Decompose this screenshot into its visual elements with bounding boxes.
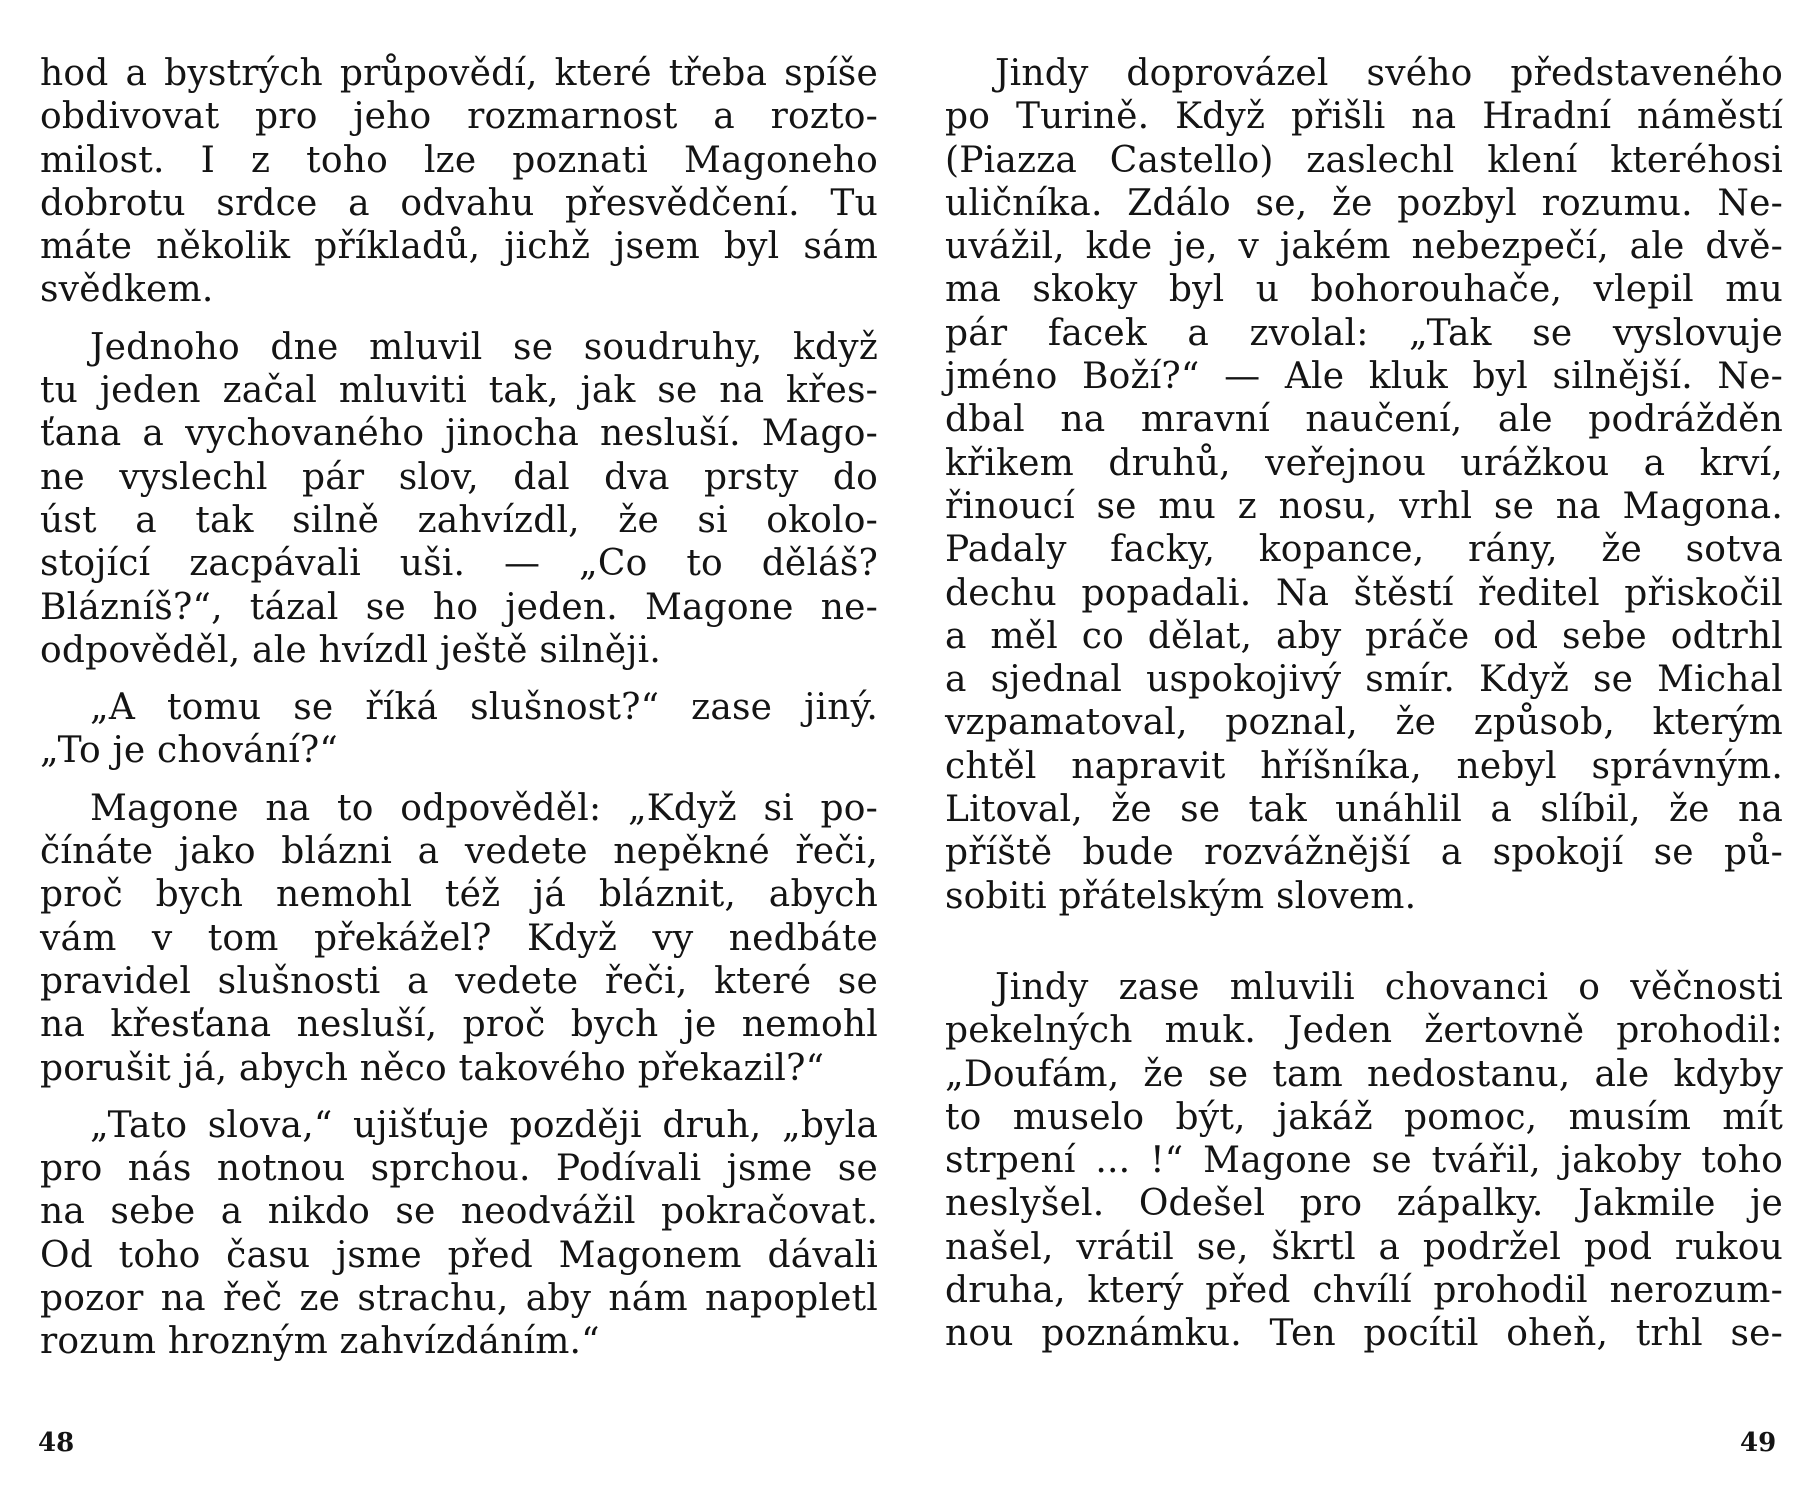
text-line: po Turině. Když přišli na Hradní náměstí <box>945 96 1783 138</box>
text-line: strpení ... !“ Magone se tvářil, jakoby toho <box>945 1140 1783 1182</box>
text-line: řinoucí se mu z nosu, vrhl se na Magona. <box>945 485 1783 527</box>
text-line: a měl co dělat, aby práče od sebe odtrhl <box>945 615 1783 657</box>
right-page <box>945 52 1783 1356</box>
text-line: Od toho času jsme před Magonem dávali <box>40 1234 878 1276</box>
text-line: porušit já, abych něco takového překazil?“ <box>40 1047 825 1089</box>
text-line: Jindy zase mluvili chovanci o věčnosti <box>995 966 1783 1008</box>
text-line: pravidel slušnosti a vedete řeči, které se <box>40 960 878 1002</box>
text-line: křikem druhů, veřejnou urážkou a krví, <box>945 442 1783 484</box>
paragraph <box>40 326 878 672</box>
text-line: a sjednal uspokojivý smír. Když se Michal <box>945 659 1783 701</box>
text-line: máte několik příkladů, jichž jsem byl sám <box>40 226 878 268</box>
text-line: Padaly facky, kopance, rány, že sotva <box>945 529 1783 571</box>
text-line: hod a bystrých průpovědí, které třeba spíše <box>40 53 878 94</box>
text-line: „A tomu se říká slušnost?“ zase jiný. <box>90 687 878 729</box>
text-line: na sebe a nikdo se neodvážil pokračovat. <box>40 1191 878 1233</box>
text-line: proč bych nemohl též já bláznit, abych <box>40 874 878 916</box>
text-line: Litoval, že se tak unáhlil a slíbil, že na <box>945 789 1783 831</box>
text-line: pro nás notnou sprchou. Podívali jsme se <box>40 1148 878 1190</box>
paragraph-gap <box>945 918 1783 966</box>
text-line: příště bude rozvážnější a spokojí se pů- <box>945 832 1783 874</box>
text-line: obdivovat pro jeho rozmarnost a rozto- <box>40 96 878 138</box>
text-line: to muselo být, jakáž pomoc, musím mít <box>945 1096 1783 1138</box>
text-line: druha, který před chvílí prohodil nerozum- <box>945 1270 1783 1312</box>
text-line: sobiti přátelským slovem. <box>945 875 1417 917</box>
text-line: „Tato slova,“ ujišťuje později druh, „byla <box>90 1104 878 1146</box>
text-line: pekelných muk. Jeden žertovně prohodil: <box>945 1010 1783 1052</box>
paragraph-gap <box>40 672 878 686</box>
text-line: pozor na řeč ze strachu, aby nám napopletl <box>40 1278 878 1320</box>
text-line: Jednoho dne mluvil se soudruhy, když <box>90 326 878 368</box>
text-line: Jindy doprovázel svého představeného <box>995 53 1783 94</box>
text-line: čínáte jako blázni a vedete nepěkné řeči, <box>40 831 878 873</box>
text-line: dobrotu srdce a odvahu přesvědčení. Tu <box>40 182 878 224</box>
left-page <box>40 52 878 1364</box>
text-line: dechu popadali. Na štěstí ředitel přiskočil <box>945 572 1783 614</box>
text-line: vám v tom překážel? Když vy nedbáte <box>40 917 878 959</box>
page-number-right: 49 <box>1740 1428 1777 1458</box>
paragraph <box>40 52 878 312</box>
text-line: našel, vrátil se, škrtl a podržel pod rukou <box>945 1226 1783 1268</box>
text-line: jméno Boží?“ — Ale kluk byl silnější. Ne- <box>945 356 1783 398</box>
text-line: ťana a vychovaného jinocha nesluší. Mago- <box>40 413 878 455</box>
text-line: (Piazza Castello) zaslechl klení kteréhosi <box>945 139 1783 181</box>
text-line: rozum hrozným zahvízdáním.“ <box>40 1321 600 1363</box>
paragraph-gap <box>40 1090 878 1104</box>
text-line: na křesťana nesluší, proč bych je nemohl <box>40 1004 878 1046</box>
text-line: ma skoky byl u bohorouhače, vlepil mu <box>945 269 1783 311</box>
text-line: neslyšel. Odešel pro zápalky. Jakmile je <box>945 1183 1783 1225</box>
text-line: Blázníš?“, tázal se ho jeden. Magone ne- <box>40 586 878 628</box>
text-line: tu jeden začal mluviti tak, jak se na křes- <box>40 370 878 412</box>
text-line: stojící zacpávali uši. — „Co to děláš? <box>40 543 878 585</box>
paragraph <box>40 1104 878 1364</box>
text-line: „To je chování?“ <box>40 730 339 772</box>
text-line: Magone na to odpověděl: „Když si po- <box>90 787 878 829</box>
page-number-left: 48 <box>38 1428 75 1458</box>
paragraph-gap <box>40 773 878 787</box>
paragraph <box>40 686 878 773</box>
text-line: svědkem. <box>40 269 214 311</box>
text-line: „Doufám, že se tam nedostanu, ale kdyby <box>945 1053 1783 1095</box>
paragraph <box>945 966 1783 1356</box>
text-line: vzpamatoval, poznal, že způsob, kterým <box>945 702 1783 744</box>
text-line: milost. I z toho lze poznati Magoneho <box>40 139 878 181</box>
text-line: dbal na mravní naučení, ale podrážděn <box>945 399 1783 441</box>
text-line: uličníka. Zdálo se, že pozbyl rozumu. Ne- <box>945 182 1783 224</box>
paragraph-gap <box>40 312 878 326</box>
text-line: odpověděl, ale hvízdl ještě silněji. <box>40 629 662 671</box>
paragraph <box>40 787 878 1090</box>
text-line: ne vyslechl pár slov, dal dva prsty do <box>40 456 878 498</box>
text-line: úst a tak silně zahvízdl, že si okolo- <box>40 499 878 541</box>
text-line: uvážil, kde je, v jakém nebezpečí, ale dvě- <box>945 226 1783 268</box>
text-line: chtěl napravit hříšníka, nebyl správným. <box>945 745 1783 787</box>
text-line: pár facek a zvolal: „Tak se vyslovuje <box>945 312 1783 354</box>
paragraph <box>945 52 1783 918</box>
text-line: nou poznámku. Ten pocítil oheň, trhl se- <box>945 1313 1783 1355</box>
